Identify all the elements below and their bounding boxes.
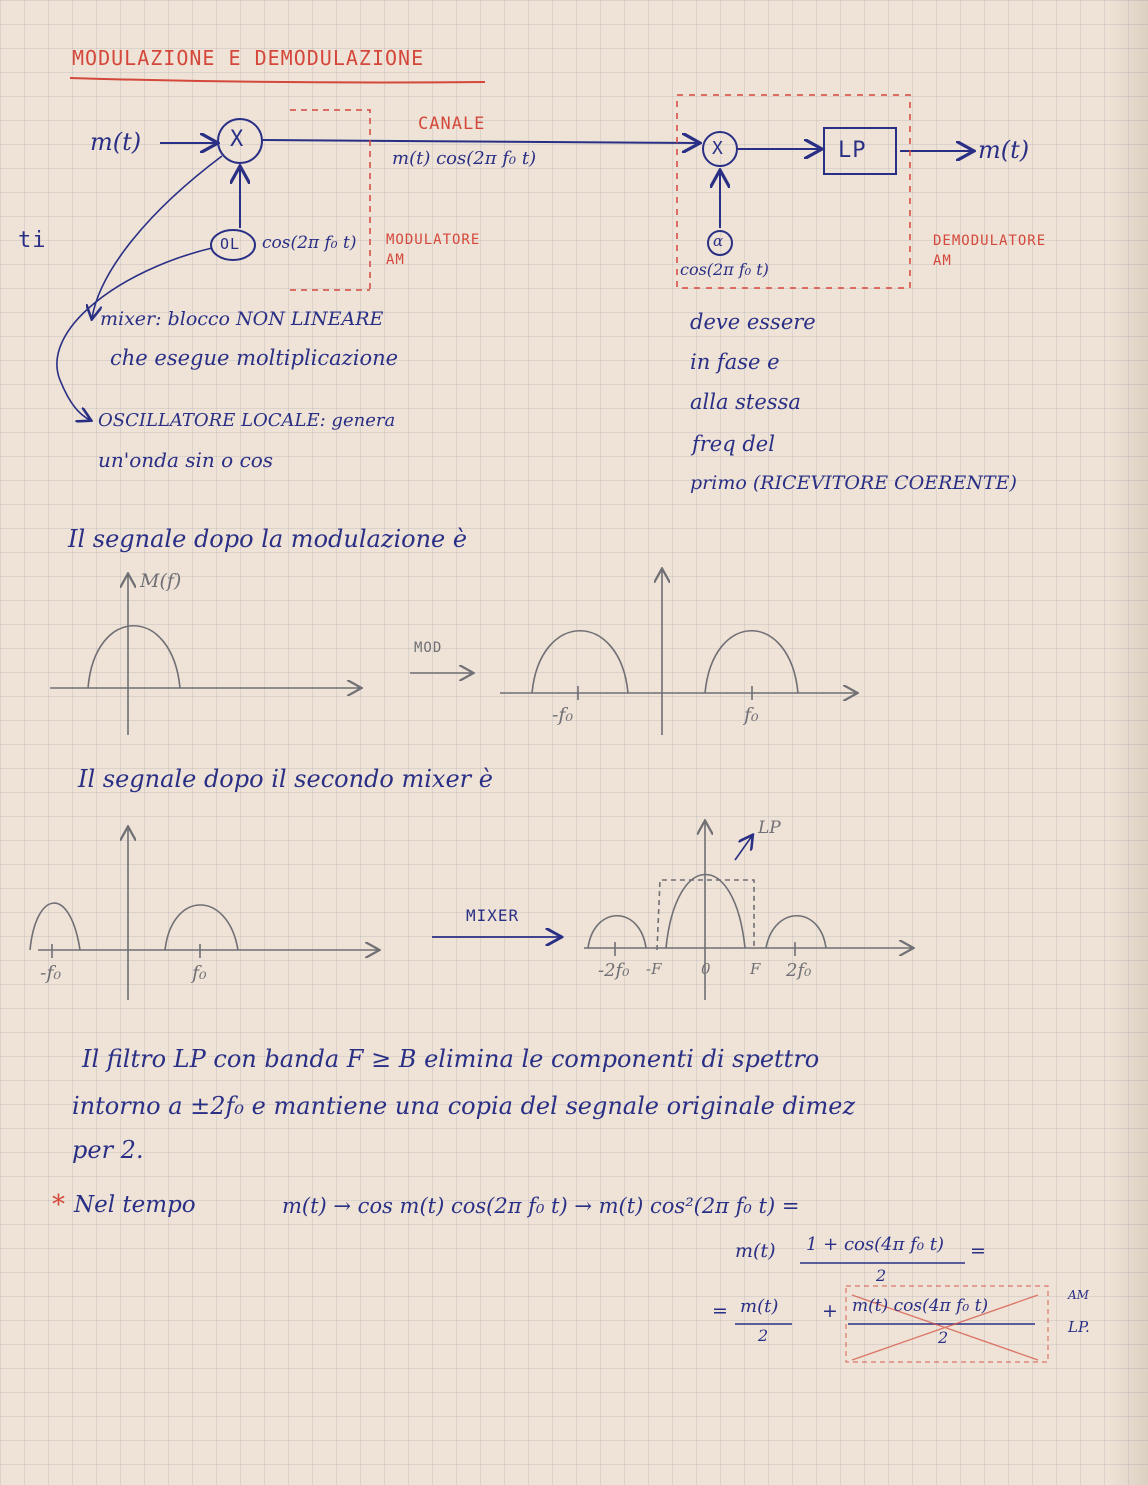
spec4-label-2f0: 2f₀ <box>786 960 812 981</box>
time-domain-line-2-post: = <box>970 1240 986 1262</box>
mixer-arrow-label: MIXER <box>466 906 520 925</box>
spec4-label-zero: 0 <box>701 960 711 978</box>
coherent-note-4: freq del <box>692 432 775 456</box>
spec1-lobe <box>88 626 180 688</box>
spec2-label-neg-f0: -f₀ <box>552 704 574 726</box>
channel-label: CANALE <box>418 114 486 134</box>
demod-oscillator-signal: cos(2π f₀ t) <box>680 260 769 279</box>
paragraph-line-2: intorno a ±2f₀ e mantiene una copia del segnale originale dimez <box>72 1092 856 1120</box>
demod-mixer-symbol: X <box>712 138 724 159</box>
section2-text: Il segnale dopo il secondo mixer è <box>78 765 493 793</box>
modulator-label-am: AM <box>386 252 405 268</box>
demod-oscillator-label: α <box>713 232 724 250</box>
section1-text: Il segnale dopo la modulazione è <box>68 525 468 553</box>
time-domain-line-3-den1: 2 <box>758 1326 769 1345</box>
demodulator-label-am: AM <box>933 253 952 269</box>
time-domain-line-2-num: 1 + cos(4π f₀ t) <box>806 1234 945 1255</box>
modulated-signal: m(t) cos(2π f₀ t) <box>392 148 537 169</box>
title-underline <box>70 78 485 83</box>
time-domain-line-1: m(t) → cos m(t) cos(2π f₀ t) → m(t) cos²(2π f₀ t) = <box>282 1194 800 1218</box>
diagram-input: m(t) <box>90 128 142 156</box>
mixer-note-line-1: mixer: blocco NON LINEARE <box>100 308 384 330</box>
coherent-note-5: primo (RICEVITORE COERENTE) <box>690 472 1017 494</box>
time-domain-side-lp: LP. <box>1068 1318 1090 1336</box>
lp-window-label: LP <box>758 818 781 838</box>
paragraph-line-3: per 2. <box>72 1136 144 1164</box>
time-domain-line-3-plus: + <box>822 1300 838 1322</box>
diagram-output: m(t) <box>978 136 1030 164</box>
osc-note-line-2: un'onda sin o cos <box>98 448 274 472</box>
margin-mark: ti <box>18 228 47 253</box>
lp-box-label: LP <box>838 138 867 163</box>
coherent-note-2: in fase e <box>690 350 780 374</box>
time-domain-star: * <box>52 1190 65 1220</box>
time-domain-side-am: AM <box>1068 1288 1089 1302</box>
spec4-label-neg-F: -F <box>646 960 662 978</box>
spec4-label-neg-2f0: -2f₀ <box>598 960 630 981</box>
mod-arrow-label: MOD <box>414 640 443 656</box>
spec3-lobe-left <box>30 903 80 950</box>
osc-note-line-1: OSCILLATORE LOCALE: genera <box>98 410 396 431</box>
time-domain-line-2-pre: m(t) <box>735 1240 776 1262</box>
lp-annotation-arrow <box>735 836 752 860</box>
spec3-label-neg-f0: -f₀ <box>40 962 62 984</box>
time-domain-line-3-num1: m(t) <box>740 1296 779 1317</box>
spec2-lobe-left <box>532 631 628 693</box>
oscillator-signal: cos(2π f₀ t) <box>262 233 357 253</box>
mixer-symbol: X <box>230 127 245 152</box>
time-domain-line-3-den2: 2 <box>938 1328 949 1347</box>
modulator-label: MODULATORE <box>386 232 481 248</box>
page-title: MODULAZIONE E DEMODULAZIONE <box>72 46 425 70</box>
spec3-lobe-right <box>165 905 238 950</box>
paragraph-line-1: Il filtro LP con banda F ≥ B elimina le componenti di spettro <box>82 1045 820 1073</box>
coherent-note-1: deve essere <box>690 310 816 334</box>
time-domain-line-2-den: 2 <box>876 1266 887 1285</box>
time-domain-label: Nel tempo <box>74 1192 196 1218</box>
spec4-lobe-right <box>766 916 826 948</box>
time-domain-line-3-num2: m(t) cos(4π f₀ t) <box>852 1296 989 1316</box>
spec4-lobe-left <box>588 916 646 948</box>
spectrum-label-mf: M(f) <box>140 570 182 592</box>
spec3-label-pos-f0: f₀ <box>192 962 207 984</box>
oscillator-label: OL <box>220 235 241 253</box>
modulator-dashed-box <box>290 110 370 290</box>
mixer-note-arrow <box>92 156 222 318</box>
demodulator-label: DEMODULATORE <box>933 233 1047 249</box>
spec4-label-F: F <box>750 960 761 978</box>
spec2-lobe-right <box>705 631 798 693</box>
osc-note-arrow <box>57 248 212 420</box>
time-domain-line-3-eq: = <box>712 1300 728 1322</box>
spec2-label-pos-f0: f₀ <box>744 704 759 726</box>
channel-line <box>263 140 698 143</box>
coherent-note-3: alla stessa <box>690 390 801 414</box>
mixer-note-line-2: che esegue moltiplicazione <box>110 346 399 370</box>
